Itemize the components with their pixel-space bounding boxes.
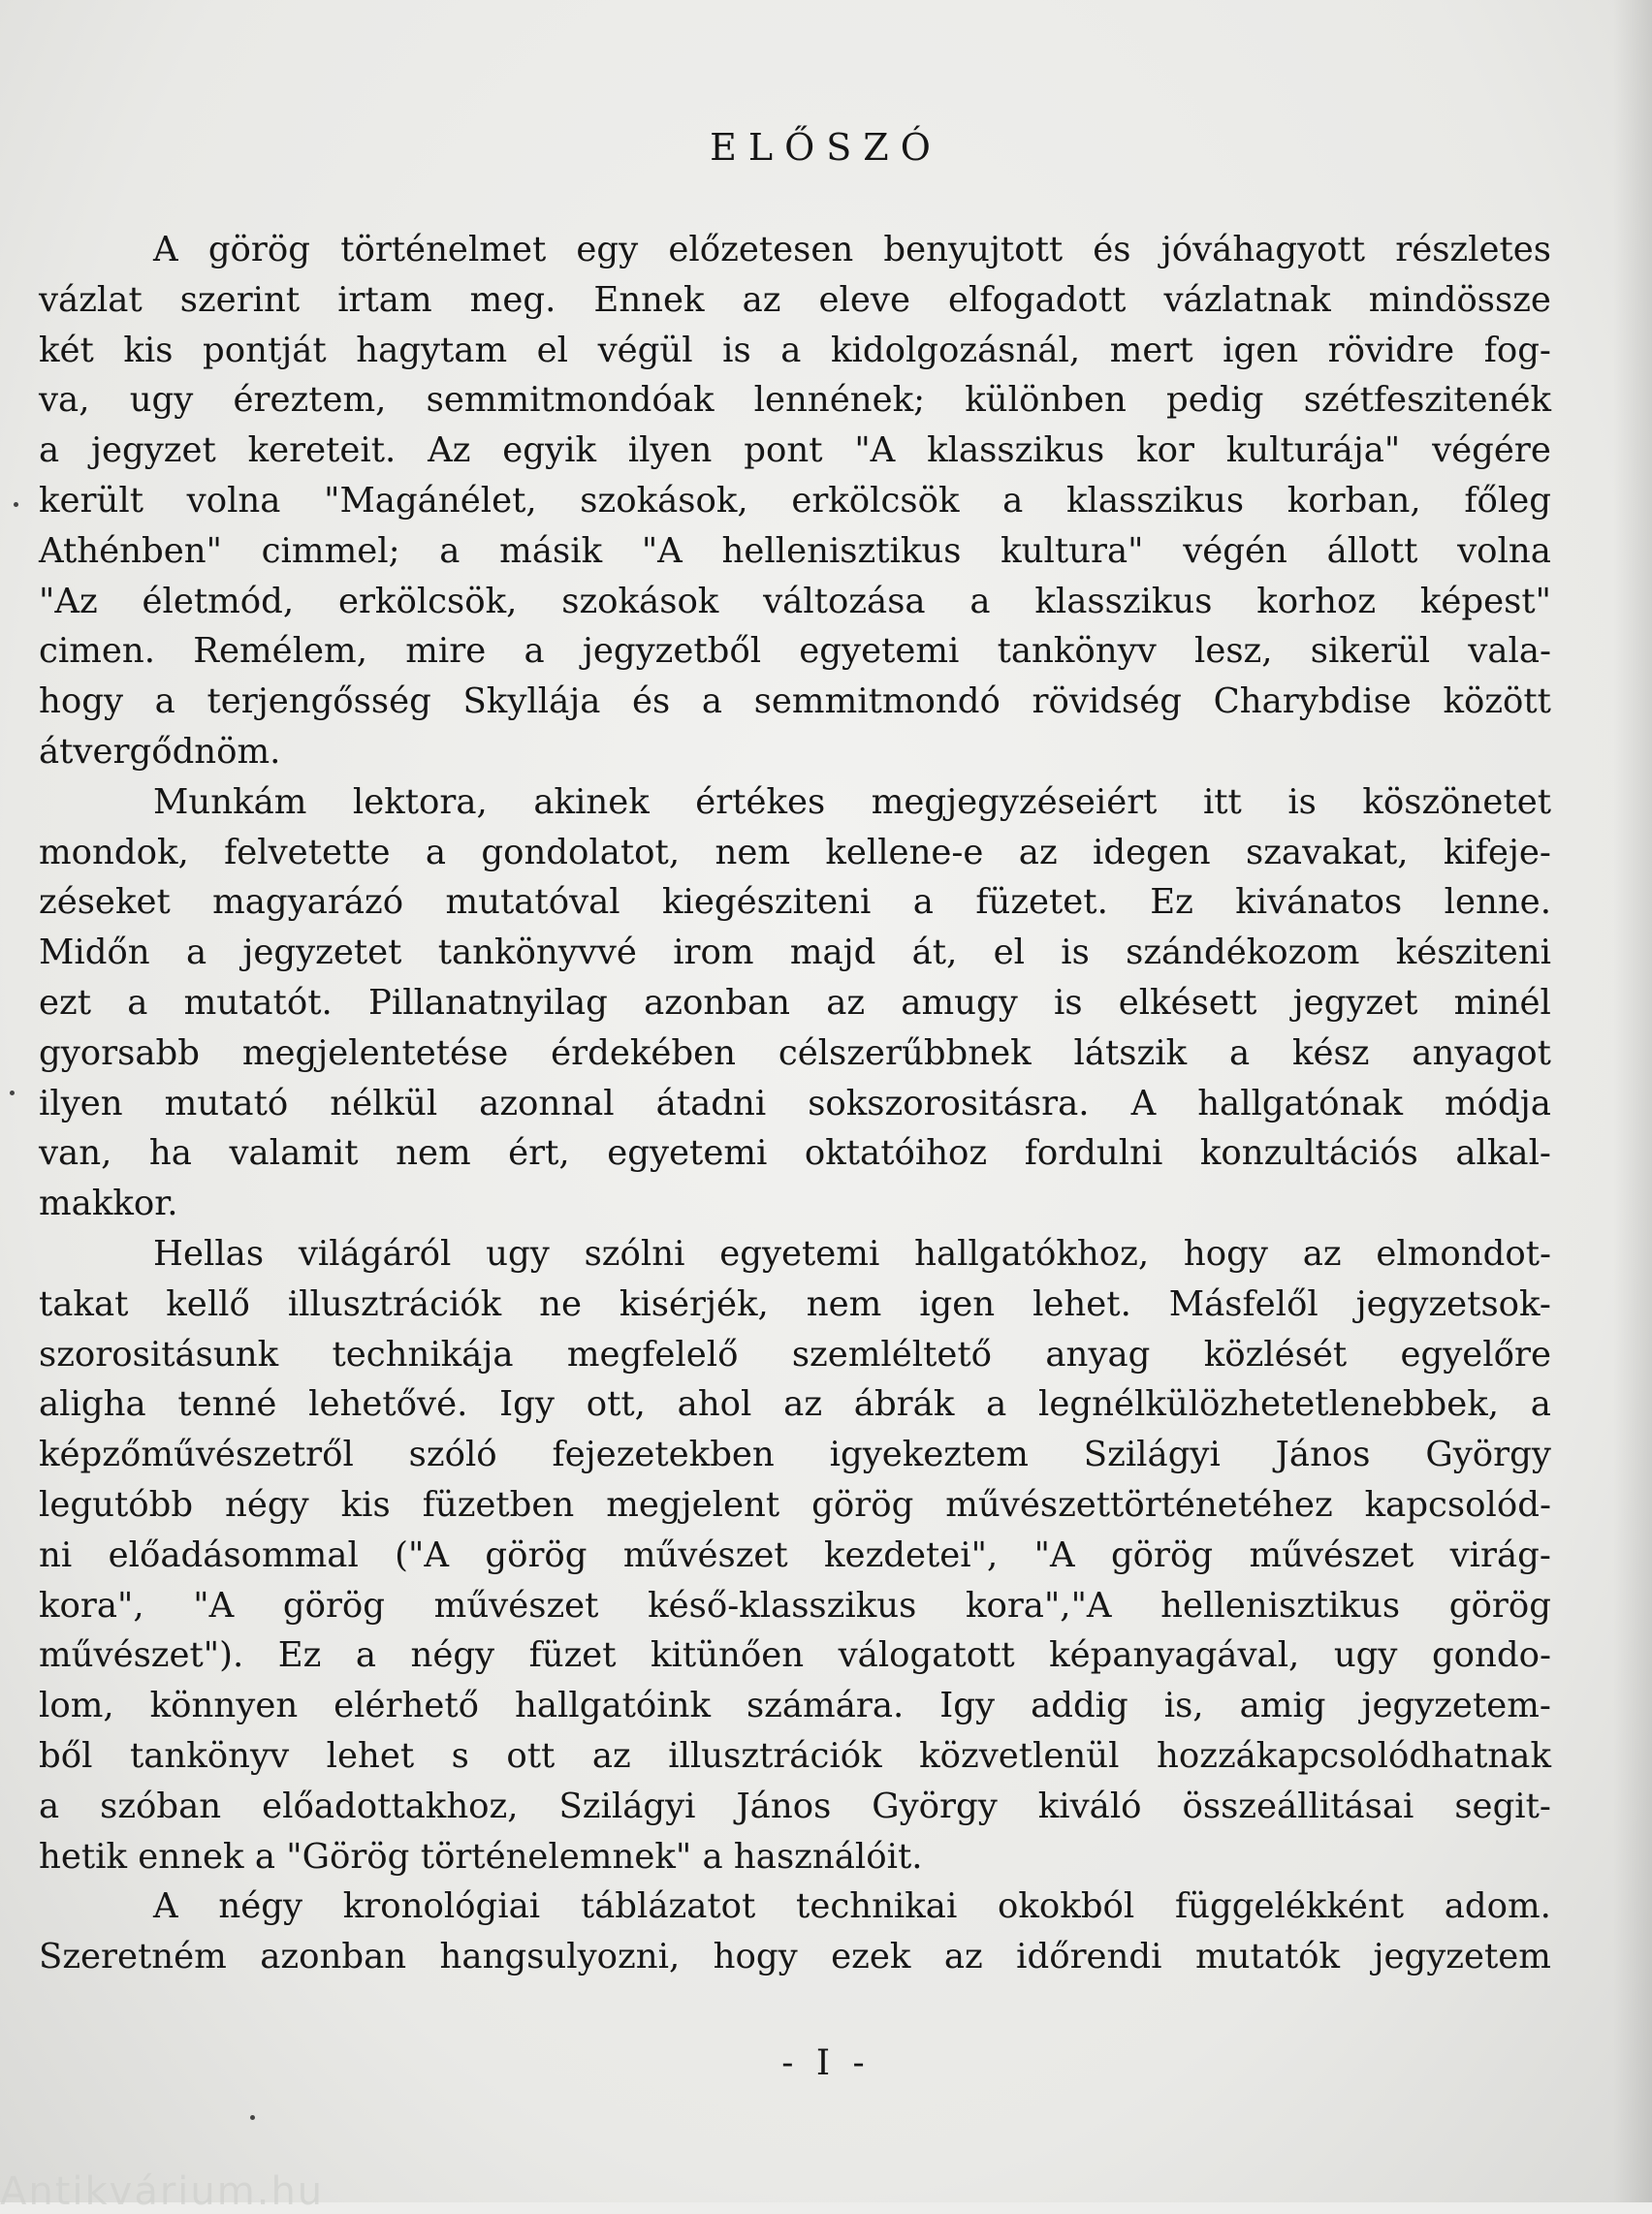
text-line: van, ha valamit nem ért, egyetemi oktatóihoz fordulni konzultációs alkal- (39, 1133, 1551, 1174)
text-line: hetik ennek a "Görög történelemnek" a használóit. (39, 1836, 923, 1877)
text-line: ni előadásommal ("A görög művészet kezdetei", "A görög művészet virág- (39, 1534, 1551, 1575)
text-line: gyorsabb megjelentetése érdekében célszerűbbnek látszik a kész anyagot (39, 1032, 1551, 1073)
ink-speck (250, 2115, 255, 2120)
text-line: ezt a mutatót. Pillanatnyilag azonban az amugy is elkésett jegyzet minél (39, 982, 1551, 1023)
text-line: va, ugy éreztem, semmitmondóak lennének; különben pedig szétfeszitenék (39, 380, 1551, 421)
page-edge-shadow (1613, 0, 1652, 2202)
text-line: ilyen mutató nélkül azonnal átadni sokszorositásra. A hallgatónak módja (39, 1083, 1551, 1123)
text-line: A négy kronológiai táblázatot technikai okokból függelékként adom. (153, 1886, 1551, 1927)
text-line: művészet"). Ez a négy füzet kitünően válogatott képanyagával, ugy gondo- (39, 1635, 1551, 1676)
page-number: - I - (781, 2043, 871, 2083)
text-line: kora", "A görög művészet késő-klasszikus kora","A hellenisztikus görög (39, 1585, 1551, 1626)
page-title: ELŐSZÓ (710, 126, 942, 169)
text-line: takat kellő illusztrációk ne kisérjék, nem igen lehet. Másfelől jegyzetsok- (39, 1283, 1551, 1324)
text-line: került volna "Magánélet, szokások, erkölcsök a klasszikus korban, főleg (39, 480, 1551, 521)
text-line: Munkám lektora, akinek értékes megjegyzéseiért itt is köszönetet (153, 781, 1551, 822)
text-line: makkor. (39, 1184, 178, 1224)
text-line: mondok, felvetette a gondolatot, nem kellene-e az idegen szavakat, kifeje- (39, 832, 1551, 872)
text-line: zéseket magyarázó mutatóval kiegésziteni a füzetet. Ez kivánatos lenne. (39, 882, 1551, 923)
text-line: átvergődnöm. (39, 731, 281, 772)
text-line: ből tankönyv lehet s ott az illusztrációk közvetlenül hozzákapcsolódhatnak (39, 1735, 1551, 1776)
text-line: hogy a terjengősség Skyllája és a semmitmondó rövidség Charybdise között (39, 681, 1551, 722)
body-text (39, 225, 1551, 1982)
text-line: legutóbb négy kis füzetben megjelent görög művészettörténetéhez kapcsolód- (39, 1484, 1551, 1525)
text-line: cimen. Remélem, mire a jegyzetből egyetemi tankönyv lesz, sikerül vala- (39, 631, 1551, 672)
ink-speck (14, 502, 18, 507)
text-line: Hellas világáról ugy szólni egyetemi hallgatókhoz, hogy az elmondot- (153, 1233, 1551, 1274)
text-line: "Az életmód, erkölcsök, szokások változása a klasszikus korhoz képest" (39, 581, 1551, 621)
text-line: Midőn a jegyzetet tankönyvvé irom majd át, el is szándékozom késziteni (39, 933, 1551, 973)
text-line: képzőművészetről szóló fejezetekben igyekeztem Szilágyi János György (39, 1435, 1551, 1475)
text-line: két kis pontját hagytam el végül is a kidolgozásnál, mert igen rövidre fog- (39, 330, 1551, 370)
watermark-text: Antikvárium.hu (0, 2169, 325, 2214)
text-line: a jegyzet kereteit. Az egyik ilyen pont "A klasszikus kor kulturája" végére (39, 430, 1551, 471)
text-line: vázlat szerint irtam meg. Ennek az eleve elfogadott vázlatnak mindössze (39, 279, 1551, 320)
text-line: Szeretném azonban hangsulyozni, hogy ezek az időrendi mutatók jegyzetem (39, 1937, 1551, 1977)
text-line: Athénben" cimmel; a másik "A hellenisztikus kultura" végén állott volna (39, 530, 1551, 571)
text-line: aligha tenné lehetővé. Igy ott, ahol az ábrák a legnélkülözhetetlenebbek, a (39, 1384, 1551, 1425)
text-line: A görög történelmet egy előzetesen benyujtott és jóváhagyott részletes (153, 230, 1551, 269)
text-line: szorositásunk technikája megfelelő szemléltető anyag közlését egyelőre (39, 1334, 1551, 1375)
ink-speck (10, 1091, 15, 1095)
text-line: lom, könnyen elérhető hallgatóink számára. Igy addig is, amig jegyzetem- (39, 1686, 1551, 1726)
text-line: a szóban előadottakhoz, Szilágyi János György kiváló összeállitásai segit- (39, 1786, 1551, 1826)
